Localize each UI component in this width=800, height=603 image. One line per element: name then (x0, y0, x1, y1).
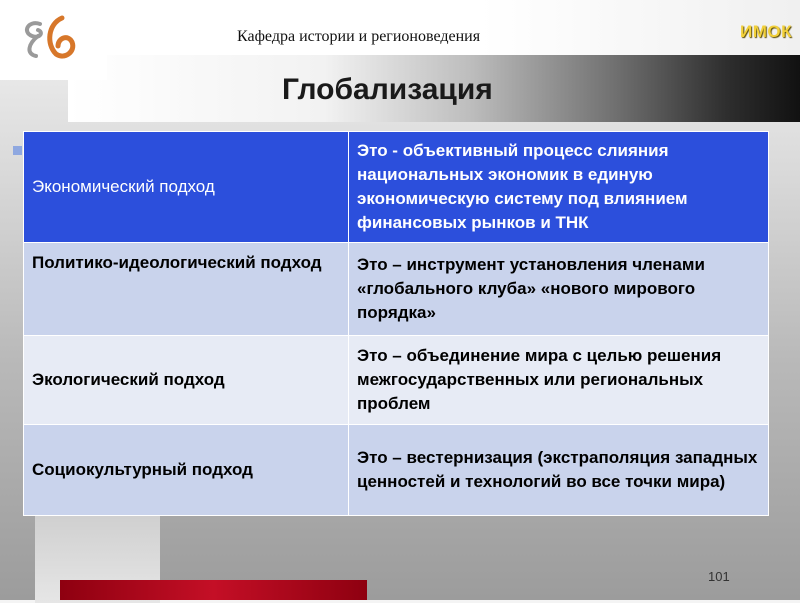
approach-cell: Социокультурный подход (24, 425, 349, 516)
logo-box (0, 0, 107, 80)
definition-cell: Это – инструмент установления членами «глобального клуба» «нового мирового порядка» (349, 243, 769, 336)
page-title: Глобализация (282, 73, 493, 106)
department-name: Кафедра истории и регионоведения (237, 28, 481, 45)
org-label: ИМОК (740, 22, 792, 41)
approach-cell: Экологический подход (24, 336, 349, 425)
definition-cell: Это - объективный процесс слияния национальных экономик в единую экономическую систему под влиянием финансовых рынков и ТНК (349, 132, 769, 243)
approach-cell: Политико-идеологический подход (24, 243, 349, 336)
bullet-marker (13, 146, 22, 155)
red-accent-bar (60, 580, 367, 600)
page-number: 101 (708, 569, 730, 584)
approaches-table (23, 131, 769, 516)
table-row (24, 132, 769, 243)
table-row (24, 243, 769, 336)
table-row (24, 336, 769, 425)
table-row (24, 425, 769, 516)
logo-mark-icon (18, 10, 88, 66)
approach-cell: Экономический подход (24, 132, 349, 243)
definition-cell: Это – объединение мира с целью решения межгосударственных или региональных проблем (349, 336, 769, 425)
definition-cell: Это – вестернизация (экстраполяция западных ценностей и технологий во все точки мира) (349, 425, 769, 516)
